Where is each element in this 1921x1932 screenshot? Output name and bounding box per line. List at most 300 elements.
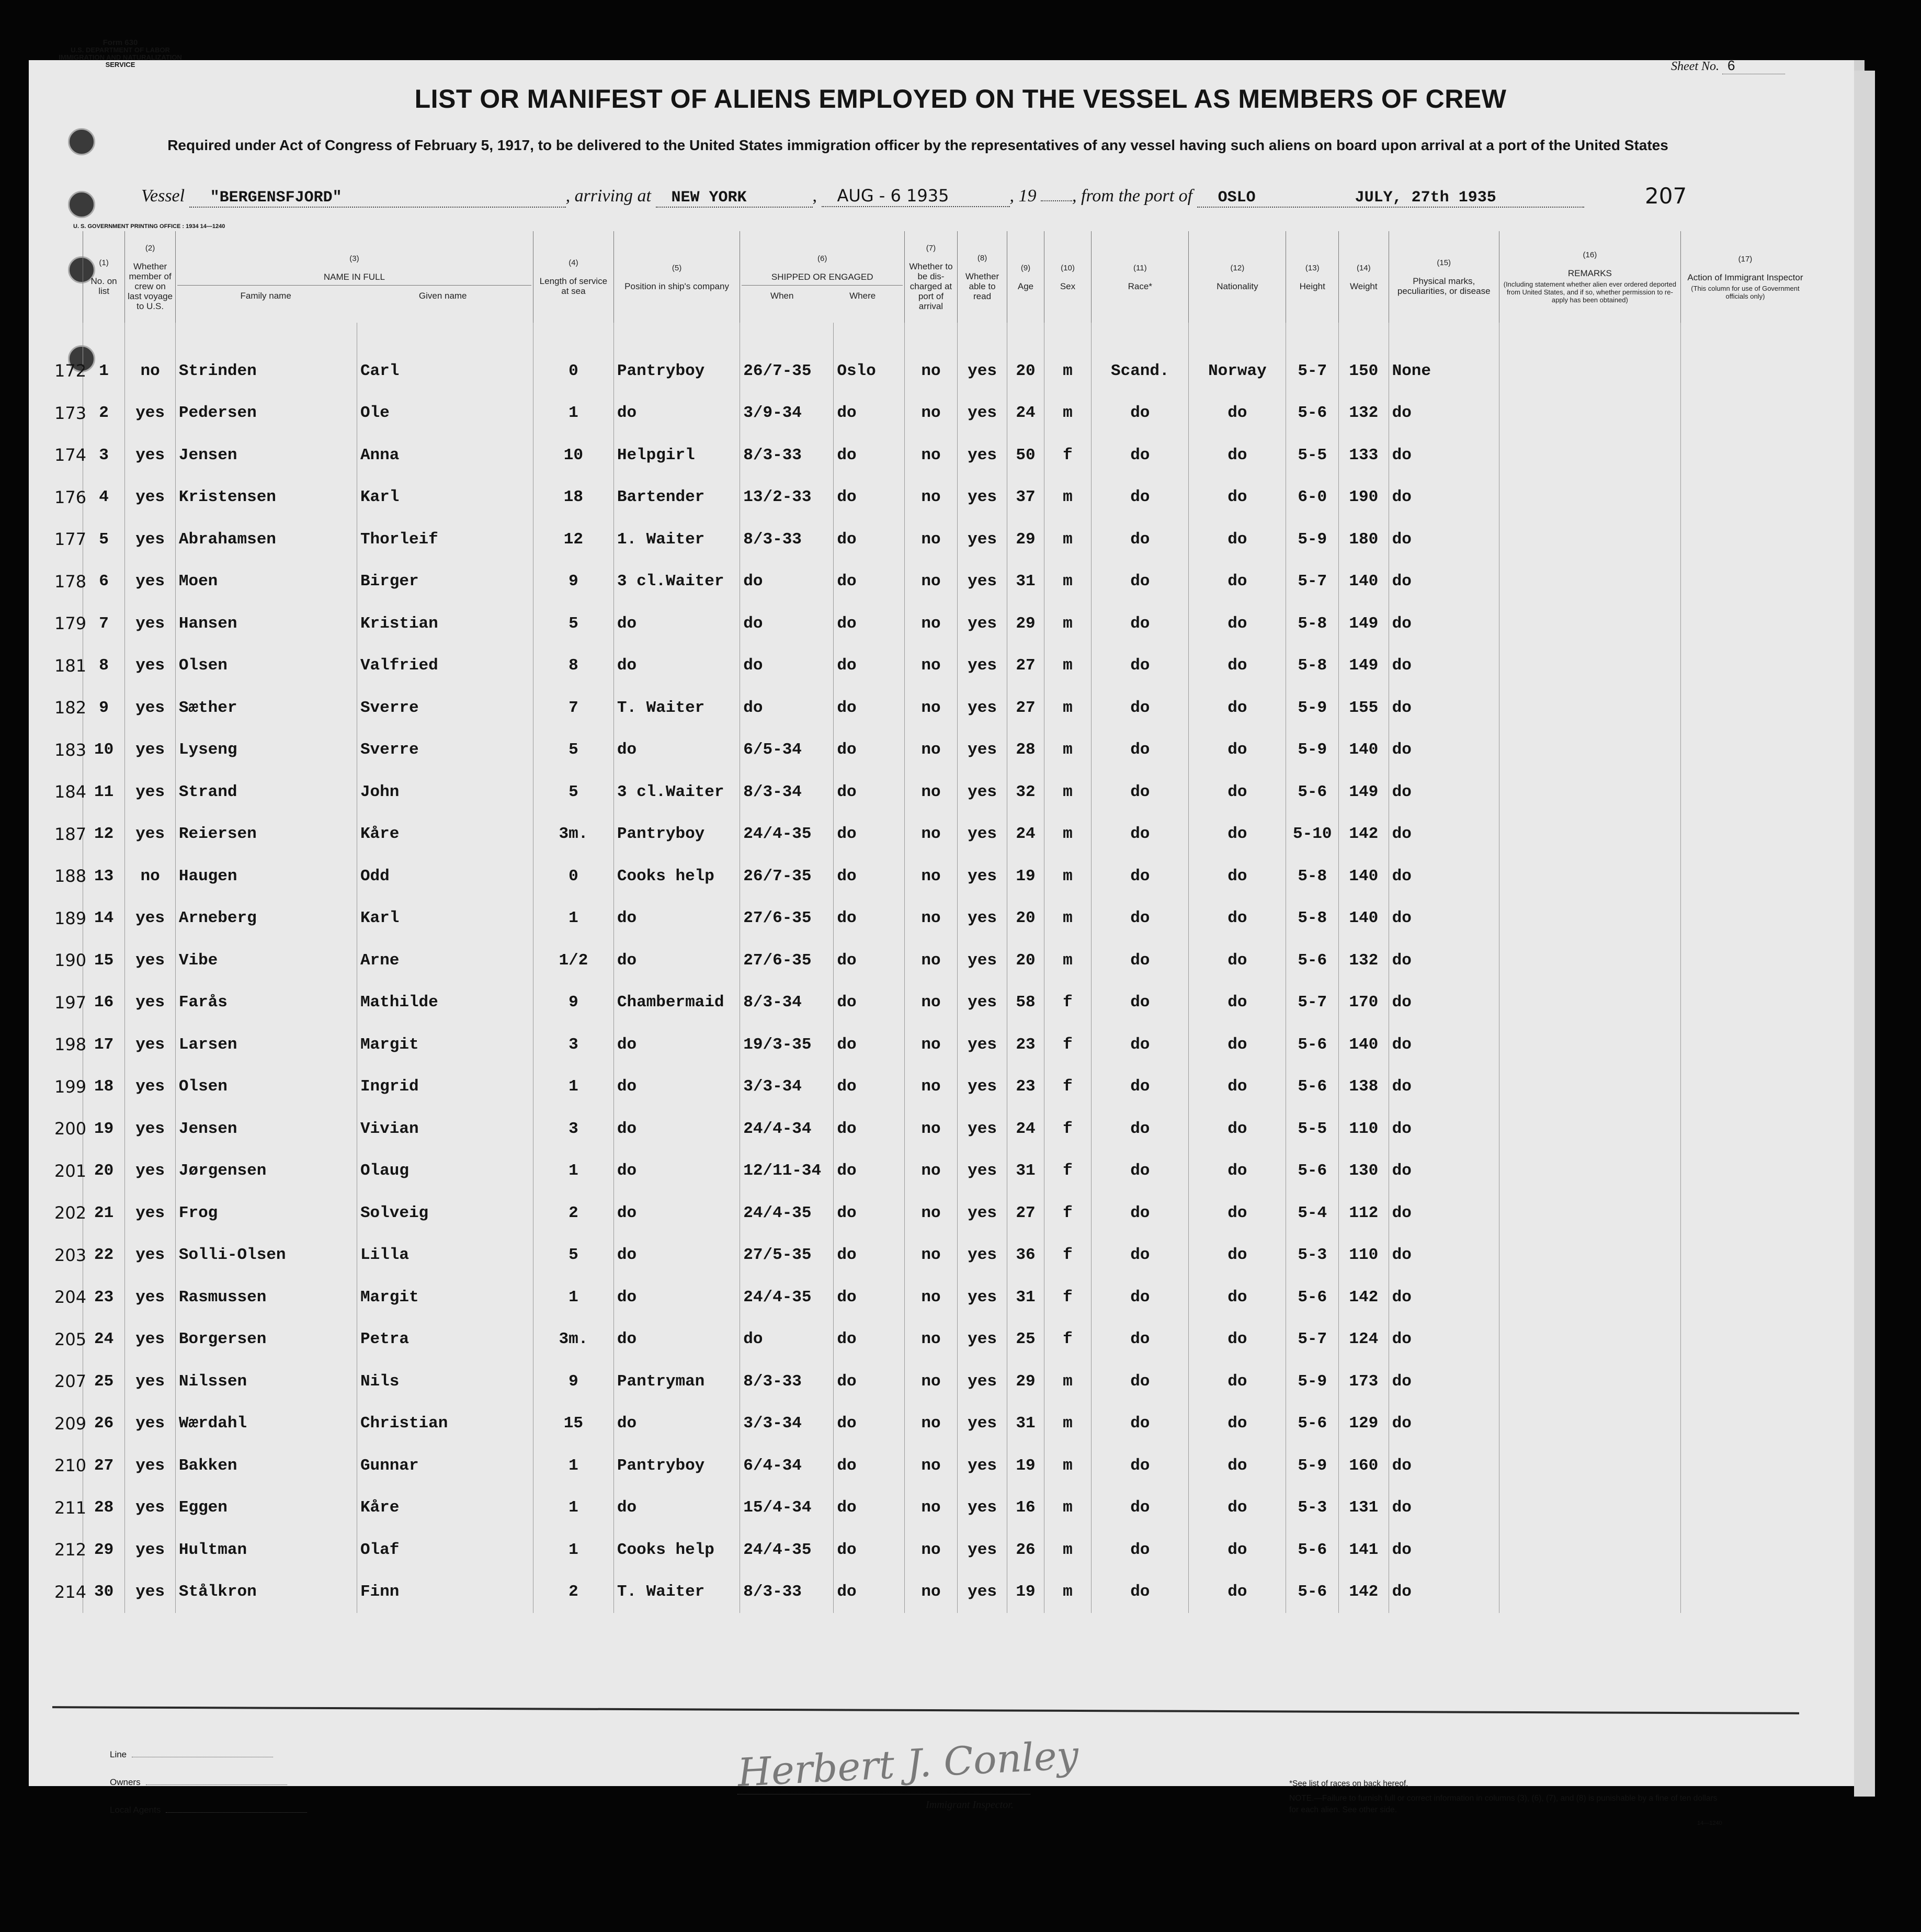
cell-no: 7 — [83, 603, 124, 645]
cell-where: do — [834, 603, 905, 645]
from-label: , from the port of — [1072, 186, 1193, 206]
cell-no: 15 — [83, 939, 124, 982]
cell-age: 23 — [1007, 1066, 1044, 1108]
cell-where: do — [834, 518, 905, 561]
year-field — [1041, 200, 1072, 201]
cell-empty — [1680, 392, 1810, 435]
cell-crew: yes — [125, 518, 176, 561]
cell-age: 24 — [1007, 813, 1044, 856]
cell-discharge: no — [905, 1192, 958, 1234]
cell-service: 9 — [533, 561, 613, 603]
cell-crew: yes — [125, 1487, 176, 1529]
cell-no: 13 — [83, 855, 124, 897]
cell-given: Christian — [357, 1403, 533, 1445]
cell-weight: 132 — [1339, 392, 1389, 435]
cell-crew: yes — [125, 939, 176, 982]
cell-where: do — [834, 1108, 905, 1150]
cell-sex: m — [1044, 350, 1092, 392]
cell-nationality: do — [1189, 645, 1286, 687]
fine-note: NOTE.—Failure to furnish full or correct information in columns (3), (6), (7), and (8) is punishable by a fine of ten dollars for each alien. See other side. — [1289, 1794, 1718, 1814]
cell-no: 20 — [83, 1150, 124, 1192]
cell-no: 29 — [83, 1529, 124, 1571]
cell-race: do — [1092, 1529, 1189, 1571]
cell-family: Hultman — [175, 1529, 357, 1571]
cell-weight: 180 — [1339, 518, 1389, 561]
cell-nationality: do — [1189, 392, 1286, 435]
crew-table — [52, 231, 1810, 1613]
cell-service: 5 — [533, 603, 613, 645]
cell-crew: yes — [125, 1150, 176, 1192]
cell-empty — [1499, 476, 1680, 519]
cell-weight: 160 — [1339, 1445, 1389, 1487]
cell-read: yes — [957, 1234, 1007, 1277]
cell-where: do — [834, 1529, 905, 1571]
cell-empty — [1499, 350, 1680, 392]
cell-sex: f — [1044, 982, 1092, 1024]
cell-when: 15/4-34 — [740, 1487, 834, 1529]
cell-where: do — [834, 1360, 905, 1403]
cell-read: yes — [957, 1487, 1007, 1529]
crew-row — [52, 1276, 1810, 1319]
cell-when: 8/3-33 — [740, 434, 834, 476]
cell-marks: do — [1389, 561, 1499, 603]
cell-nationality: do — [1189, 1487, 1286, 1529]
cell-nationality: do — [1189, 1319, 1286, 1361]
cell-read: yes — [957, 1150, 1007, 1192]
cell-age: 32 — [1007, 771, 1044, 813]
cell-empty — [1499, 561, 1680, 603]
cell-race: do — [1092, 687, 1189, 729]
cell-discharge: no — [905, 392, 958, 435]
table-header-row — [52, 231, 1810, 323]
crew-row — [52, 771, 1810, 813]
column-header-17: (17) Action of Immigrant Inspector (This column for use of Government officials only) — [1680, 231, 1810, 323]
cell-crew: yes — [125, 1234, 176, 1277]
cell-sex: m — [1044, 1571, 1092, 1613]
cell-crew: yes — [125, 813, 176, 856]
crew-row — [52, 687, 1810, 729]
cell-empty — [1499, 813, 1680, 856]
cell-service: 1 — [533, 1529, 613, 1571]
cell-where: do — [834, 1403, 905, 1445]
cell-weight: 140 — [1339, 897, 1389, 940]
cell-empty — [1680, 1066, 1810, 1108]
cell-where: do — [834, 771, 905, 813]
cell-empty — [1680, 518, 1810, 561]
cell-where: do — [834, 1234, 905, 1277]
cell-position: Bartender — [613, 476, 740, 519]
cell-discharge: no — [905, 897, 958, 940]
cell-ref: 183 — [54, 740, 87, 760]
cell-marks: do — [1389, 1403, 1499, 1445]
cell-crew: yes — [125, 1319, 176, 1361]
cell-ref: 200 — [54, 1119, 87, 1139]
cell-height: 5-7 — [1286, 350, 1339, 392]
cell-nationality: do — [1189, 561, 1286, 603]
cell-nationality: do — [1189, 1108, 1286, 1150]
cell-race: do — [1092, 1403, 1189, 1445]
cell-height: 5-6 — [1286, 1024, 1339, 1066]
cell-empty — [1499, 1360, 1680, 1403]
form-header — [58, 39, 183, 69]
cell-discharge: no — [905, 1024, 958, 1066]
column-header-16: (16) REMARKS (Including statement whether alien ever ordered deported from United States, and if so, whether permission to re-apply has been obtained) — [1499, 231, 1680, 323]
owners-field: Owners — [110, 1777, 287, 1788]
page-subtitle: Required under Act of Congress of February 5, 1917, to be delivered to the United States immigration officer by the representatives of any vessel having such aliens on board upon arrival at a port of the United States — [167, 137, 1668, 153]
cell-sex: m — [1044, 939, 1092, 982]
cell-position: Pantryman — [613, 1360, 740, 1403]
column-header-5: (5) Position in ship's company — [613, 231, 740, 323]
cell-when: do — [740, 645, 834, 687]
cell-age: 20 — [1007, 350, 1044, 392]
cell-weight: 173 — [1339, 1360, 1389, 1403]
crew-row — [52, 1529, 1810, 1571]
cell-family: Frog — [175, 1192, 357, 1234]
cell-marks: do — [1389, 855, 1499, 897]
cell-no: 21 — [83, 1192, 124, 1234]
cell-when: 27/6-35 — [740, 939, 834, 982]
cell-empty — [1680, 476, 1810, 519]
cell-where: do — [834, 982, 905, 1024]
cell-given: Odd — [357, 855, 533, 897]
cell-weight: 141 — [1339, 1529, 1389, 1571]
cell-given: Sverre — [357, 729, 533, 771]
cell-family: Wærdahl — [175, 1403, 357, 1445]
cell-height: 5-9 — [1286, 1360, 1339, 1403]
cell-empty — [1499, 518, 1680, 561]
cell-discharge: no — [905, 645, 958, 687]
cell-no: 23 — [83, 1276, 124, 1319]
cell-when: 12/11-34 — [740, 1150, 834, 1192]
cell-height: 5-8 — [1286, 603, 1339, 645]
cell-when: do — [740, 687, 834, 729]
cell-empty — [1499, 855, 1680, 897]
cell-ref: 174 — [54, 445, 87, 465]
cell-nationality: do — [1189, 434, 1286, 476]
cell-nationality: do — [1189, 1024, 1286, 1066]
cell-age: 37 — [1007, 476, 1044, 519]
cell-empty — [1680, 897, 1810, 940]
crew-row — [52, 1024, 1810, 1066]
cell-sex: m — [1044, 771, 1092, 813]
column-header-2: (2) Whether member of crew on last voyage to U.S. — [125, 231, 176, 323]
cell-nationality: do — [1189, 1445, 1286, 1487]
cell-empty — [1680, 1192, 1810, 1234]
year-label: , 19 — [1009, 186, 1037, 206]
cell-race: do — [1092, 1066, 1189, 1108]
cell-no: 30 — [83, 1571, 124, 1613]
cell-empty — [1680, 855, 1810, 897]
cell-empty — [1499, 687, 1680, 729]
arrival-port: NEW YORK — [671, 189, 747, 207]
printing-office-line: U. S. GOVERNMENT PRINTING OFFICE : 1934 14—1240 — [73, 223, 225, 230]
cell-marks: do — [1389, 1066, 1499, 1108]
cell-read: yes — [957, 1066, 1007, 1108]
cell-weight: 190 — [1339, 476, 1389, 519]
cell-empty — [1680, 982, 1810, 1024]
cell-ref: 205 — [54, 1329, 87, 1349]
cell-read: yes — [957, 771, 1007, 813]
cell-discharge: no — [905, 1360, 958, 1403]
sheet-label: Sheet No. — [1671, 60, 1719, 73]
cell-marks: do — [1389, 645, 1499, 687]
cell-marks: do — [1389, 434, 1499, 476]
cell-position: do — [613, 1319, 740, 1361]
cell-service: 10 — [533, 434, 613, 476]
cell-height: 6-0 — [1286, 476, 1339, 519]
cell-sex: m — [1044, 561, 1092, 603]
cell-service: 1 — [533, 392, 613, 435]
cell-ref: 201 — [54, 1161, 87, 1181]
cell-race: do — [1092, 729, 1189, 771]
cell-marks: do — [1389, 603, 1499, 645]
cell-no: 27 — [83, 1445, 124, 1487]
cell-height: 5-5 — [1286, 434, 1339, 476]
cell-marks: do — [1389, 813, 1499, 856]
cell-read: yes — [957, 1024, 1007, 1066]
cell-race: do — [1092, 1487, 1189, 1529]
cell-discharge: no — [905, 1150, 958, 1192]
cell-read: yes — [957, 982, 1007, 1024]
cell-marks: do — [1389, 1571, 1499, 1613]
cell-discharge: no — [905, 1403, 958, 1445]
cell-sex: m — [1044, 1403, 1092, 1445]
column-header-4: (4) Length of service at sea — [533, 231, 613, 323]
cell-ref: 204 — [54, 1287, 87, 1308]
cell-where: do — [834, 687, 905, 729]
cell-sex: m — [1044, 392, 1092, 435]
cell-age: 31 — [1007, 1276, 1044, 1319]
crew-row — [52, 1360, 1810, 1403]
cell-position: T. Waiter — [613, 687, 740, 729]
cell-empty — [1499, 1276, 1680, 1319]
cell-sex: m — [1044, 687, 1092, 729]
cell-given: Kåre — [357, 813, 533, 856]
cell-read: yes — [957, 1529, 1007, 1571]
cell-ref: 199 — [54, 1076, 87, 1097]
cell-family: Strand — [175, 771, 357, 813]
cell-where: Oslo — [834, 350, 905, 392]
cell-position: do — [613, 729, 740, 771]
cell-age: 31 — [1007, 1150, 1044, 1192]
cell-crew: yes — [125, 1571, 176, 1613]
cell-discharge: no — [905, 1108, 958, 1150]
crew-row — [52, 350, 1810, 392]
cell-service: 1 — [533, 1150, 613, 1192]
column-header-9: (9) Age — [1007, 231, 1044, 323]
cell-ref: 207 — [54, 1371, 87, 1392]
crew-row — [52, 897, 1810, 940]
cell-nationality: do — [1189, 855, 1286, 897]
cell-discharge: no — [905, 561, 958, 603]
service-name: IMMIGRATION AND NATURALIZATION SERVICE — [59, 53, 182, 69]
form-number: Form 630 — [103, 38, 138, 47]
column-header-1: (1) No. on list — [83, 231, 124, 323]
cell-given: Karl — [357, 476, 533, 519]
cell-read: yes — [957, 518, 1007, 561]
cell-no: 12 — [83, 813, 124, 856]
cell-ref: 202 — [54, 1203, 87, 1223]
cell-marks: do — [1389, 1529, 1499, 1571]
cell-nationality: do — [1189, 939, 1286, 982]
cell-given: Olaf — [357, 1529, 533, 1571]
cell-empty — [1499, 1192, 1680, 1234]
cell-discharge: no — [905, 813, 958, 856]
cell-where: do — [834, 1445, 905, 1487]
cell-sex: f — [1044, 434, 1092, 476]
cell-when: 24/4-35 — [740, 1529, 834, 1571]
cell-nationality: do — [1189, 897, 1286, 940]
cell-discharge: no — [905, 350, 958, 392]
cell-no: 1 — [83, 350, 124, 392]
cell-position: do — [613, 1150, 740, 1192]
cell-position: Pantryboy — [613, 813, 740, 856]
cell-family: Haugen — [175, 855, 357, 897]
cell-marks: do — [1389, 518, 1499, 561]
cell-marks: do — [1389, 1234, 1499, 1277]
cell-position: do — [613, 1108, 740, 1150]
cell-height: 5-6 — [1286, 1403, 1339, 1445]
cell-given: Vivian — [357, 1108, 533, 1150]
cell-nationality: do — [1189, 1571, 1286, 1613]
cell-crew: yes — [125, 897, 176, 940]
cell-service: 9 — [533, 1360, 613, 1403]
cell-race: do — [1092, 855, 1189, 897]
cell-where: do — [834, 1487, 905, 1529]
crew-row — [52, 1319, 1810, 1361]
cell-weight: 142 — [1339, 1276, 1389, 1319]
crew-row — [52, 561, 1810, 603]
crew-row — [52, 982, 1810, 1024]
local-agents-field: Local Agents — [110, 1805, 307, 1815]
cell-given: Valfried — [357, 645, 533, 687]
cell-weight: 150 — [1339, 350, 1389, 392]
cell-read: yes — [957, 561, 1007, 603]
cell-marks: do — [1389, 729, 1499, 771]
cell-empty — [1680, 1024, 1810, 1066]
cell-height: 5-9 — [1286, 729, 1339, 771]
cell-nationality: do — [1189, 687, 1286, 729]
cell-age: 24 — [1007, 1108, 1044, 1150]
cell-empty — [1680, 350, 1810, 392]
cell-empty — [1680, 1276, 1810, 1319]
crew-row — [52, 392, 1810, 435]
cell-marks: do — [1389, 1445, 1499, 1487]
cell-crew: yes — [125, 392, 176, 435]
crew-row — [52, 476, 1810, 519]
cell-sex: f — [1044, 1108, 1092, 1150]
cell-empty — [1680, 1529, 1810, 1571]
cell-nationality: do — [1189, 1150, 1286, 1192]
cell-given: Nils — [357, 1360, 533, 1403]
column-header-11: (11) Race* — [1092, 231, 1189, 323]
cell-race: do — [1092, 1445, 1189, 1487]
cell-when: 3/9-34 — [740, 392, 834, 435]
cell-given: Carl — [357, 350, 533, 392]
cell-height: 5-6 — [1286, 392, 1339, 435]
cell-height: 5-7 — [1286, 982, 1339, 1024]
cell-read: yes — [957, 645, 1007, 687]
cell-position: 3 cl.Waiter — [613, 771, 740, 813]
cell-nationality: do — [1189, 771, 1286, 813]
cell-age: 25 — [1007, 1319, 1044, 1361]
cell-age: 26 — [1007, 1529, 1044, 1571]
cell-read: yes — [957, 1319, 1007, 1361]
crew-row — [52, 434, 1810, 476]
cell-crew: yes — [125, 1192, 176, 1234]
cell-position: do — [613, 603, 740, 645]
cell-discharge: no — [905, 939, 958, 982]
cell-position: do — [613, 897, 740, 940]
cell-family: Eggen — [175, 1487, 357, 1529]
cell-height: 5-6 — [1286, 1529, 1339, 1571]
cell-family: Pedersen — [175, 392, 357, 435]
cell-discharge: no — [905, 855, 958, 897]
arrival-port-field — [656, 186, 813, 208]
column-header-12: (12) Nationality — [1189, 231, 1286, 323]
cell-empty — [1680, 813, 1810, 856]
cell-position: do — [613, 1024, 740, 1066]
cell-when: 26/7-35 — [740, 855, 834, 897]
cell-height: 5-6 — [1286, 771, 1339, 813]
cell-ref: 187 — [54, 824, 87, 844]
cell-no: 8 — [83, 645, 124, 687]
cell-race: do — [1092, 476, 1189, 519]
cell-empty — [1680, 1360, 1810, 1403]
cell-empty — [1499, 434, 1680, 476]
cell-family: Solli-Olsen — [175, 1234, 357, 1277]
cell-weight: 140 — [1339, 1024, 1389, 1066]
cell-service: 1 — [533, 897, 613, 940]
cell-crew: yes — [125, 434, 176, 476]
cell-height: 5-3 — [1286, 1487, 1339, 1529]
cell-discharge: no — [905, 434, 958, 476]
cell-given: Ole — [357, 392, 533, 435]
cell-read: yes — [957, 1276, 1007, 1319]
cell-read: yes — [957, 1192, 1007, 1234]
cell-sex: f — [1044, 1319, 1092, 1361]
cell-age: 27 — [1007, 645, 1044, 687]
cell-marks: do — [1389, 687, 1499, 729]
line-field: Line — [110, 1749, 273, 1760]
cell-given: Sverre — [357, 687, 533, 729]
cell-weight: 112 — [1339, 1192, 1389, 1234]
cell-weight: 170 — [1339, 982, 1389, 1024]
cell-marks: do — [1389, 1192, 1499, 1234]
cell-discharge: no — [905, 1234, 958, 1277]
crew-row — [52, 1571, 1810, 1613]
cell-ref: 212 — [54, 1540, 87, 1560]
cell-read: yes — [957, 434, 1007, 476]
cell-family: Olsen — [175, 645, 357, 687]
cell-nationality: do — [1189, 476, 1286, 519]
cell-sex: f — [1044, 1276, 1092, 1319]
cell-ref: 181 — [54, 655, 87, 676]
cell-where: do — [834, 897, 905, 940]
column-header-7: (7) Whether to be dis-charged at port of arrival — [905, 231, 958, 323]
cell-no: 4 — [83, 476, 124, 519]
cell-family: Jensen — [175, 434, 357, 476]
cell-when: 8/3-33 — [740, 1360, 834, 1403]
cell-empty — [1499, 645, 1680, 687]
cell-discharge: no — [905, 687, 958, 729]
cell-given: Ingrid — [357, 1066, 533, 1108]
cell-empty — [1499, 1024, 1680, 1066]
cell-weight: 131 — [1339, 1487, 1389, 1529]
crew-row — [52, 1234, 1810, 1277]
cell-crew: yes — [125, 645, 176, 687]
cell-race: do — [1092, 392, 1189, 435]
